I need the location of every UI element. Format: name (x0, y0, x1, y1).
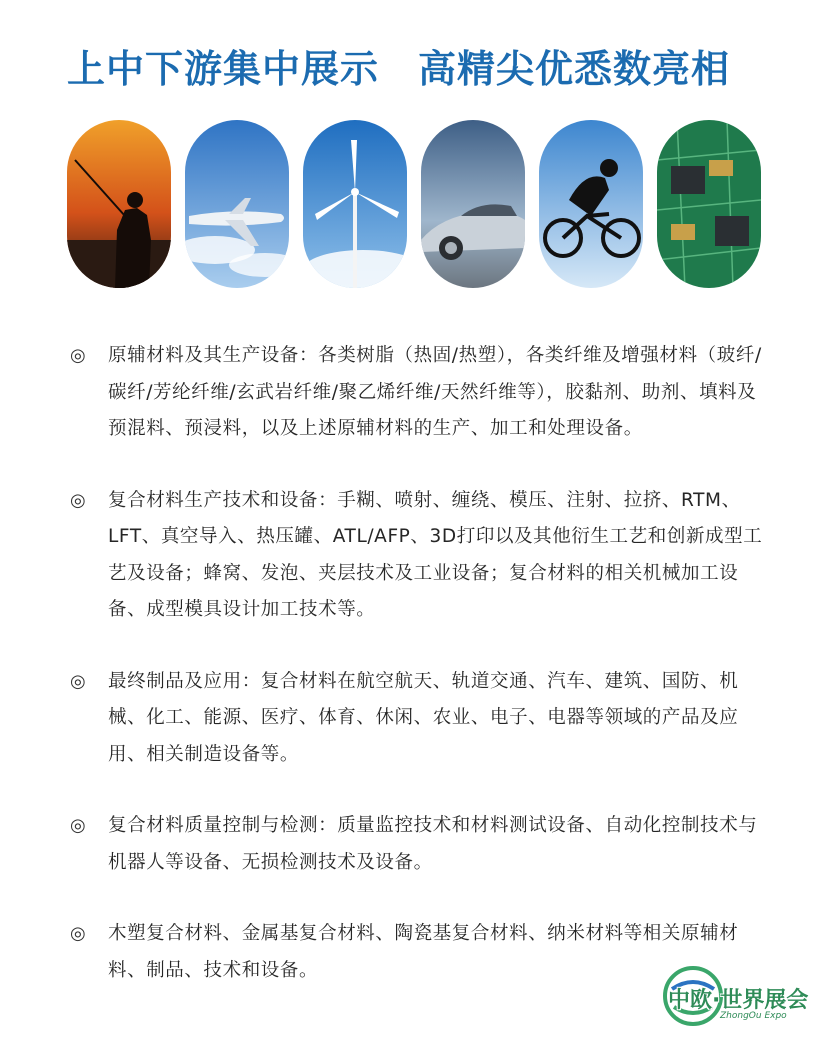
list-item-text: 最终制品及应用：复合材料在航空航天、轨道交通、汽车、建筑、国防、机械、化工、能源、医疗、体育、休闲、农业、电子、电器等领域的产品及应用、相关制造设备等。 (108, 670, 739, 765)
list-item (70, 483, 770, 629)
list-item (70, 664, 770, 774)
list-item (70, 338, 770, 448)
expo-logo (662, 965, 812, 1031)
bullet-icon: ◎ (70, 345, 86, 366)
logo-subtitle: ZhongOu Expo (720, 1011, 787, 1021)
list-item-text: 复合材料质量控制与检测：质量监控技术和材料测试设备、自动化控制技术与机器人等设备、无损检测技术及设备。 (108, 815, 758, 873)
bullet-icon: ◎ (70, 670, 86, 692)
bullet-icon: ◎ (70, 923, 86, 944)
image-gallery (67, 120, 767, 290)
list-item-text: 原辅材料及其生产设备：各类树脂（热固/热塑），各类纤维及增强材料（玻纤/碳纤/芳纶纤维/玄武岩纤维/聚乙烯纤维/天然纤维等），胶黏剂、助剂、填料及预混料、预浸料，以及上述原辅材料的生产、加工和处理设备。 (108, 345, 762, 439)
wind-turbine-image (303, 120, 407, 288)
page-headline: 上中下游集中展示 高精尖优悉数亮相 (67, 47, 731, 91)
list-item-text: 木塑复合材料、金属基复合材料、陶瓷基复合材料、纳米材料等相关原辅材料、制品、技术和设备。 (108, 923, 739, 981)
bullet-icon: ◎ (70, 489, 86, 511)
fishing-sunset-image (67, 120, 171, 288)
logo-name: 中欧·世界展会 (668, 988, 809, 1013)
circuit-board-image (657, 120, 761, 288)
exhibit-scope-list (70, 338, 770, 989)
car-image (421, 120, 525, 288)
airplane-image (185, 120, 289, 288)
bullet-icon: ◎ (70, 815, 86, 836)
cyclist-image (539, 120, 643, 288)
list-item (70, 808, 770, 881)
list-item-text: 复合材料生产技术和设备：手糊、喷射、缠绕、模压、注射、拉挤、RTM、LFT、真空导入、热压罐、ATL/AFP、3D打印以及其他衍生工艺和创新成型工艺及设备；蜂窝、发泡、夹层技术及工业设备；复合材料的相关机械加工设备、成型模具设计加工技术等。 (108, 489, 763, 620)
